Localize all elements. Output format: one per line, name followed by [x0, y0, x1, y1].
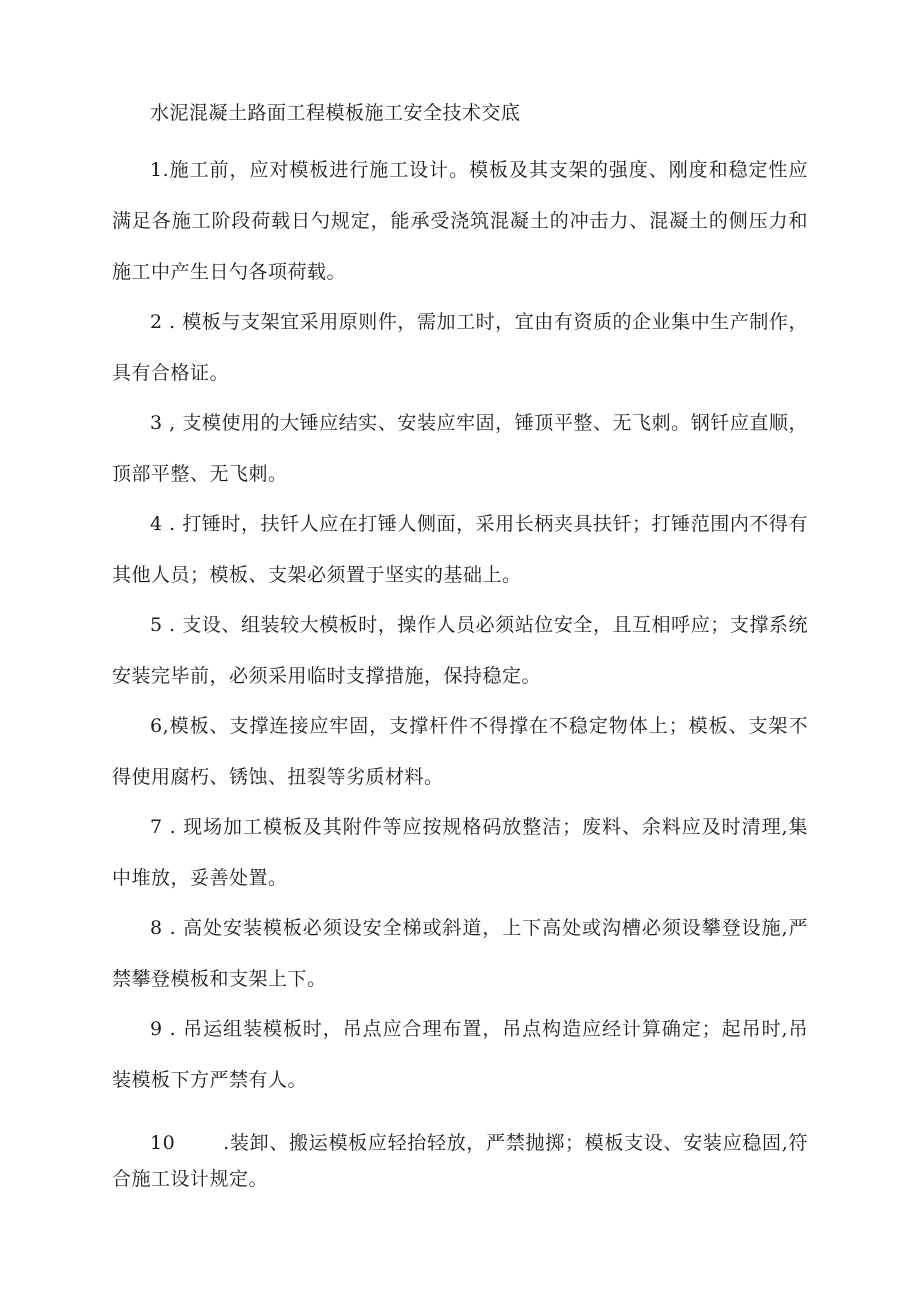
item-text: 施工前，应对模板进行施工设计。模板及其支架的强度、刚度和稳定性应满足各施工阶段荷载日勺规定，能承受浇筑混凝土的冲击力、混凝土的侧压力和施工中产生日勺各项荷载。 [112, 159, 808, 283]
item-text: 支模使用的大锤应结实、安装应牢固，锤顶平整、无飞刺。钢钎应直顺，顶部平整、无飞刺。 [112, 412, 808, 485]
item-number: 10 [150, 1132, 176, 1154]
paragraph-6 [112, 701, 808, 803]
paragraph-10 [112, 1125, 808, 1197]
item-number: 8 . [150, 917, 177, 939]
item-number: 7 . [150, 816, 177, 838]
item-number: 6, [150, 715, 170, 737]
item-text: 支设、组装较大模板时，操作人员必须站位安全，且互相呼应；支撑系统安装完毕前，必须采用临时支撑措施，保持稳定。 [112, 614, 808, 687]
item-text: 现场加工模板及其附件等应按规格码放整洁；废料、余料应及时清理,集中堆放，妥善处置。 [112, 816, 809, 889]
paragraph-2 [112, 297, 808, 399]
item-number: 2 . [150, 311, 176, 333]
item-text: 模板与支架宜采用原则件，需加工时，宜由有资质的企业集中生产制作，具有合格证。 [112, 311, 808, 384]
item-number: 5 . [150, 614, 176, 636]
item-text: .装卸、搬运模板应轻抬轻放，严禁抛掷；模板支设、安装应稳固,符合施工设计规定。 [112, 1132, 808, 1190]
item-text: 吊运组装模板时，吊点应合理布置，吊点构造应经计算确定；起吊时,吊装模板下方严禁有人。 [112, 1018, 809, 1091]
item-text: 打锤时，扶钎人应在打锤人侧面，采用长柄夹具扶钎；打锤范围内不得有其他人员；模板、支架必须置于坚实的基础上。 [112, 513, 808, 586]
item-number: 9 . [150, 1018, 177, 1040]
paragraph-4 [112, 499, 808, 601]
item-number: 3 , [150, 412, 176, 434]
item-number: 1. [150, 159, 170, 181]
paragraph-9 [112, 1004, 808, 1106]
item-text: 高处安装模板必须设安全梯或斜道，上下高处或沟槽必须设攀登设施,严禁攀登模板和支架上下。 [112, 917, 809, 990]
item-text: 模板、支撑连接应牢固，支撑杆件不得撑在不稳定物体上；模板、支架不得使用腐朽、锈蚀、扭裂等劣质材料。 [112, 715, 808, 788]
paragraph-1 [112, 145, 808, 298]
paragraph-7 [112, 802, 808, 904]
paragraph-5 [112, 600, 808, 702]
item-number: 4 . [150, 513, 176, 535]
paragraph-8 [112, 903, 808, 1005]
document-title: 水泥混凝土路面工程模板施工安全技术交底 [150, 102, 521, 124]
paragraph-3 [112, 398, 808, 500]
